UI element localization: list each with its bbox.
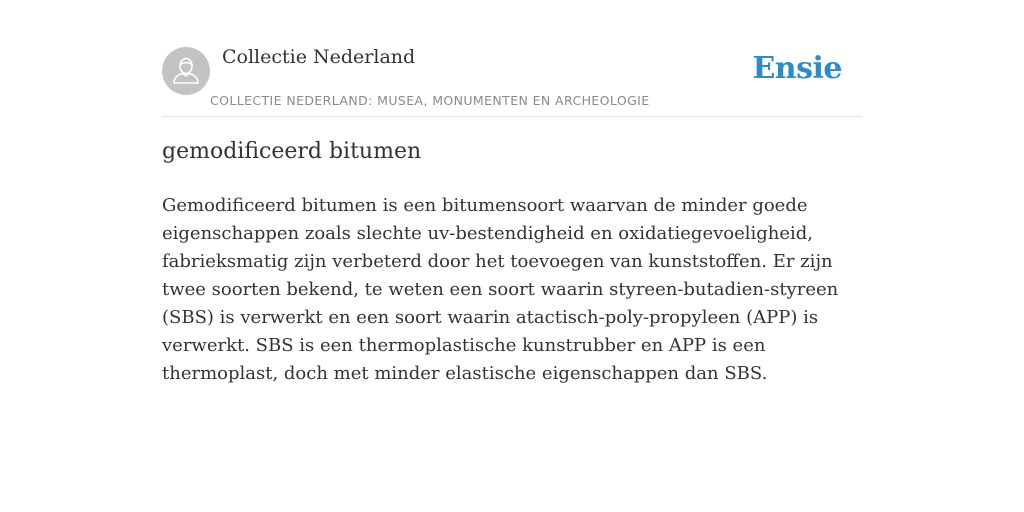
entry-body: Gemodificeerd bitumen is een bitumensoort waarvan de minder goede eigenschappen zoals slechte uv-bestendigheid en oxidatiegevoeligheid, fabrieksmatig zijn verbeterd door het toevoegen van kunststoffen. Er zijn twee soorten bekend, te weten een soort waarin styreen-butadien-styreen (SBS) is verwerkt en een soort waarin atactisch-poly-propyleen (APP) is verwerkt. SBS is een thermoplastische kunstrubber en APP is een thermoplast, doch met minder elastische eigenschappen dan SBS.: [162, 195, 839, 384]
article-header: [162, 46, 862, 117]
author-subtitle: COLLECTIE NEDERLAND: MUSEA, MONUMENTEN EN ARCHEOLOGIE: [210, 93, 650, 108]
user-placeholder-icon: [162, 47, 210, 95]
brand-logo[interactable]: Ensie: [752, 51, 842, 86]
author-avatar[interactable]: [162, 47, 210, 95]
author-name[interactable]: Collectie Nederland: [222, 46, 416, 68]
entry-title: gemodificeerd bitumen: [162, 139, 422, 164]
